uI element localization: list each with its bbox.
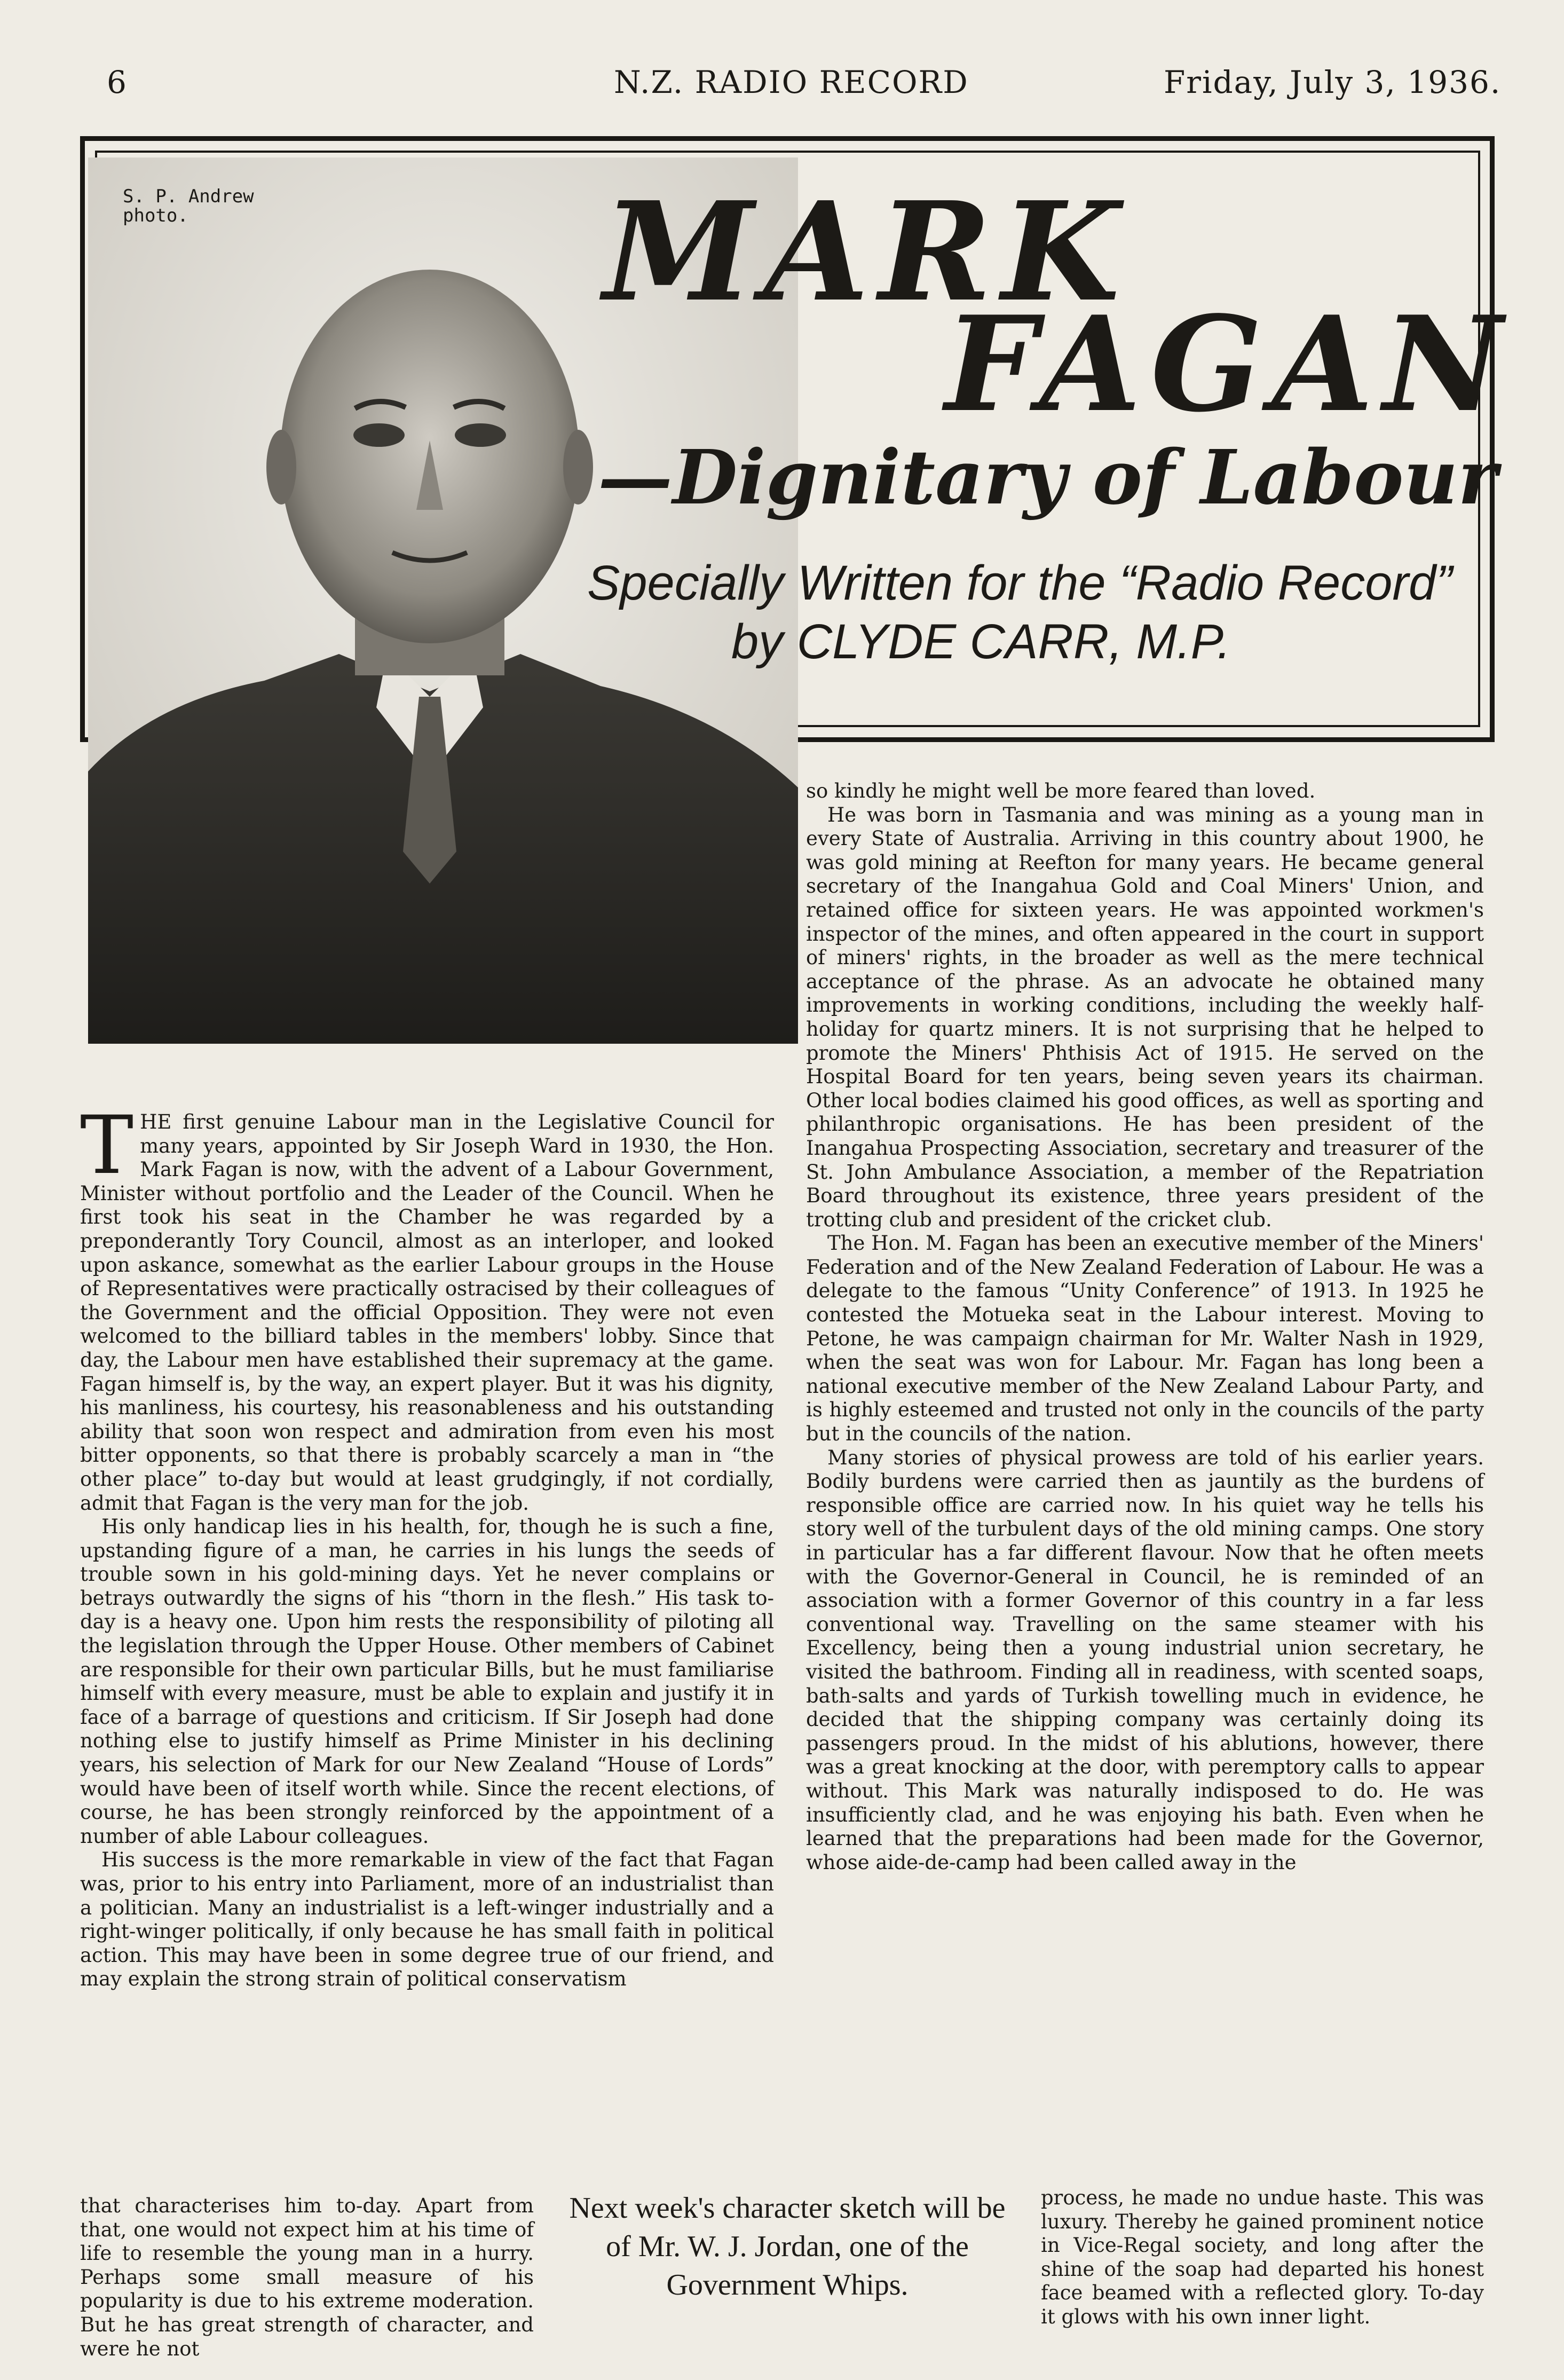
article-paragraph: Many stories of physical prowess are told of his earlier years. Bodily burdens were carried then as jauntily as the burdens of responsible office are carried now. In his quiet way he tells his story well of the turbulent days of the old mining camps. One story in particular has a far different flavour. Now that he often meets with the Governor-General in Council, he is reminded of an association with a former Governor of this country in a far less conventional way. Travelling on the same steamer with his Excellency, being then a young industrial union secretary, he visited the bathroom. Finding all in readiness, with scented soaps, bath-salts and yards of Turkish towelling much in evidence, he decided that the shipping company was certainly doing its passengers proud. In the midst of his ablutions, however, there was a great knocking at the door, with peremptory calls to appear without. This Mark was naturally indisposed to do. He was insufficiently clad, and he was enjoying his bath. Even when he learned that the preparations had been made for the Governor, whose aide-de-camp had been called away in the: [806, 1446, 1484, 1874]
next-week-teaser: Next week's character sketch will be of Mr. W. J. Jordan, one of the Government Whips.: [569, 2192, 1006, 2302]
article-paragraph: process, he made no undue haste. This was luxury. Thereby he gained prominent notice in Vice-Regal society, and long after the shine of the soap had departed his honest face beamed with a reflected glory. To-day it glows with his own inner light.: [1041, 2186, 1484, 2328]
article-paragraph: His only handicap lies in his health, for, though he is such a fine, upstanding figure of a man, he carries in his lungs the seeds of trouble sown in his gold-mining days. Yet he never complains or betrays outwardly the signs of his “thorn in the flesh.” His task to-day is a heavy one. Upon him rests the responsibility of piloting all the legislation through the Upper House. Other members of Cabinet are responsible for their own particular Bills, but he must familiarise himself with every measure, must be able to explain and justify it in face of a barrage of questions and criticism. If Sir Joseph had done nothing else to justify himself as Prime Minister in his declining years, his selection of Mark for our New Zealand “House of Lords” would have been of itself worth while. Since the recent elections, of course, he has been strongly reinforced by the appointment of a number of able Labour colleagues.: [80, 1515, 774, 1848]
article-column-right-continued: [1041, 2186, 1484, 2329]
headline-first-name: MARK: [603, 172, 1129, 332]
drop-cap: T: [80, 1099, 134, 1192]
article-paragraph: so kindly he might well be more feared than loved.: [806, 779, 1316, 802]
article-column-left-continued: [80, 2194, 534, 2361]
article-paragraph: HE first genuine Labour man in the Legislative Council for many years, appointed by Sir Joseph Ward in 1930, the Hon. Mark Fagan is now, with the advent of a Labour Government, Minister without portfolio and the Leader of the Council. When he first took his seat in the Chamber he was regarded by a preponderantly Tory Council, almost as an interloper, and looked upon askance, somewhat as the earlier Labour groups in the House of Representatives were practically ostracised by their colleagues of the Government and the official Opposition. They were not even welcomed to the billiard tables in the members' lobby. Since that day, the Labour men have established their supremacy at the game. Fagan himself is, by the way, an expert player. But it was his dignity, his manliness, his courtesy, his reasonableness and his outstanding ability that soon won respect and admiration from even his most bitter opponents, so that there is probably scarcely a man in “the other place” to-day but would at least grudgingly, if not cordially, admit that Fagan is the very man for the job.: [80, 1110, 774, 1515]
article-paragraph: The Hon. M. Fagan has been an executive member of the Miners' Federation and of the New Zealand Federation of Labour. He was a delegate to the famous “Unity Conference” of 1913. In 1925 he contested the Motueka seat in the Labour interest. Moving to Petone, he was campaign chairman for Mr. Walter Nash in 1929, when the seat was won for Labour. Mr. Fagan has long been a national executive member of the New Zealand Labour Party, and is highly esteemed and trusted not only in the councils of the party but in the councils of the nation.: [806, 1232, 1484, 1446]
byline-line-1: Specially Written for the “Radio Record”: [587, 556, 1452, 610]
publication-title: N.Z. RADIO RECORD: [614, 64, 969, 100]
article-paragraph: that characterises him to-day. Apart from that, one would not expect him at his time of life to resemble the young man in a hurry. Perhaps some small measure of his popularity is due to his extreme moderation. But he has great strength of character, and were he not: [80, 2194, 534, 2360]
article-column-right: [806, 779, 1484, 1874]
byline-line-2: by CLYDE CARR, M.P.: [731, 614, 1231, 669]
article-column-left: [80, 1099, 774, 1991]
page-number: 6: [107, 64, 128, 100]
headline-subtitle: —Dignitary of Labour: [598, 434, 1497, 522]
article-paragraph: He was born in Tasmania and was mining as a young man in every State of Australia. Arriving in this country about 1900, he was gold mining at Reefton for many years. He became general secretary of the Inangahua Gold and Coal Miners' Union, and retained office for sixteen years. He was appointed workmen's inspector of the mines, and often appeared in the court in support of miners' rights, in the broader as well as the mere technical acceptance of the phrase. As an advocate he obtained many improvements in working conditions, including the weekly half-holiday for quartz miners. It is not surprising that he helped to promote the Miners' Phthisis Act of 1915. He served on the Hospital Board for ten years, being seven years its chairman. Other local bodies claimed his good offices, as well as sporting and philanthropic organisations. He has been president of the Inangahua Prospecting Association, secretary and treasurer of the St. John Ambulance Association, a member of the Repatriation Board throughout its existence, three years president of the trotting club and president of the cricket club.: [806, 803, 1484, 1231]
article-paragraph: His success is the more remarkable in view of the fact that Fagan was, prior to his entry into Parliament, more of an industrialist than a politician. Many an industrialist is a left-winger industrially and a right-winger politically, if only because he has small faith in political action. This may have been in some degree true of our friend, and may explain the strong strain of political conservatism: [80, 1848, 774, 1991]
issue-date: Friday, July 3, 1936.: [1164, 64, 1502, 100]
headline-last-name: FAGAN: [945, 287, 1512, 441]
photo-credit: S. P. Andrew photo.: [123, 186, 254, 226]
